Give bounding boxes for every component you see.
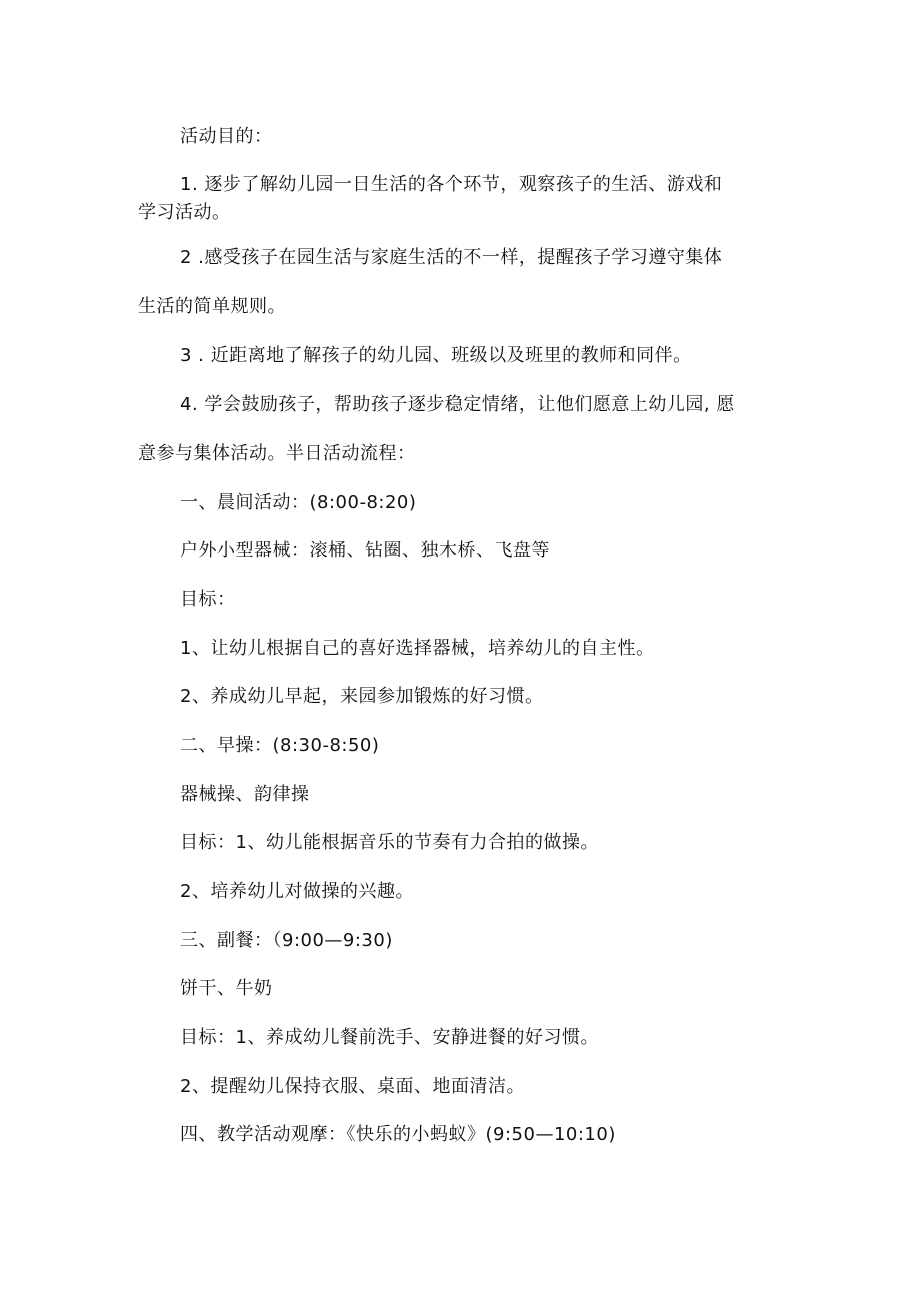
section-2-goal-1: 目标：1、幼儿能根据音乐的节奏有力合拍的做操。 bbox=[180, 832, 599, 853]
section-1-goal-2: 2、养成幼儿早起，来园参加锻炼的好习惯。 bbox=[180, 686, 544, 707]
goal-1-line-1: 1. 逐步了解幼儿园一日生活的各个环节，观察孩子的生活、游戏和 bbox=[180, 174, 723, 195]
section-1-goal-1: 1、让幼儿根据自己的喜好选择器械，培养幼儿的自主性。 bbox=[180, 638, 655, 659]
section-4-heading: 四、教学活动观摩：《快乐的小蚂蚁》(9:50—10:10) bbox=[180, 1124, 616, 1145]
section-3-goal-1: 目标：1、养成幼儿餐前洗手、安静进餐的好习惯。 bbox=[180, 1027, 599, 1048]
heading-activity-goals: 活动目的： bbox=[180, 126, 273, 147]
goal-1-line-2: 学习活动。 bbox=[138, 202, 231, 223]
section-2-content: 器械操、韵律操 bbox=[180, 784, 310, 805]
section-3-content: 饼干、牛奶 bbox=[180, 978, 273, 999]
section-1-equipment: 户外小型器械：滚桶、钻圈、独木桥、飞盘等 bbox=[180, 540, 550, 561]
goal-4-line-1: 4. 学会鼓励孩子，帮助孩子逐步稳定情绪，让他们愿意上幼儿园, 愿 bbox=[180, 394, 735, 415]
section-1-goal-label: 目标： bbox=[180, 589, 236, 610]
goal-2-line-1: 2 .感受孩子在园生活与家庭生活的不一样，提醒孩子学习遵守集体 bbox=[180, 247, 723, 268]
section-1-heading: 一、晨间活动：(8:00-8:20) bbox=[180, 492, 417, 513]
section-2-heading: 二、早操：(8:30-8:50) bbox=[180, 735, 380, 756]
section-3-goal-2: 2、提醒幼儿保持衣服、桌面、地面清洁。 bbox=[180, 1076, 525, 1097]
goal-2-line-2: 生活的简单规则。 bbox=[138, 296, 286, 317]
section-3-heading: 三、副餐：（9:00—9:30) bbox=[180, 930, 393, 951]
goal-4-line-2: 意参与集体活动。半日活动流程： bbox=[138, 443, 416, 464]
goal-3: 3 . 近距离地了解孩子的幼儿园、班级以及班里的教师和同伴。 bbox=[180, 345, 692, 366]
section-2-goal-2: 2、培养幼儿对做操的兴趣。 bbox=[180, 881, 414, 902]
